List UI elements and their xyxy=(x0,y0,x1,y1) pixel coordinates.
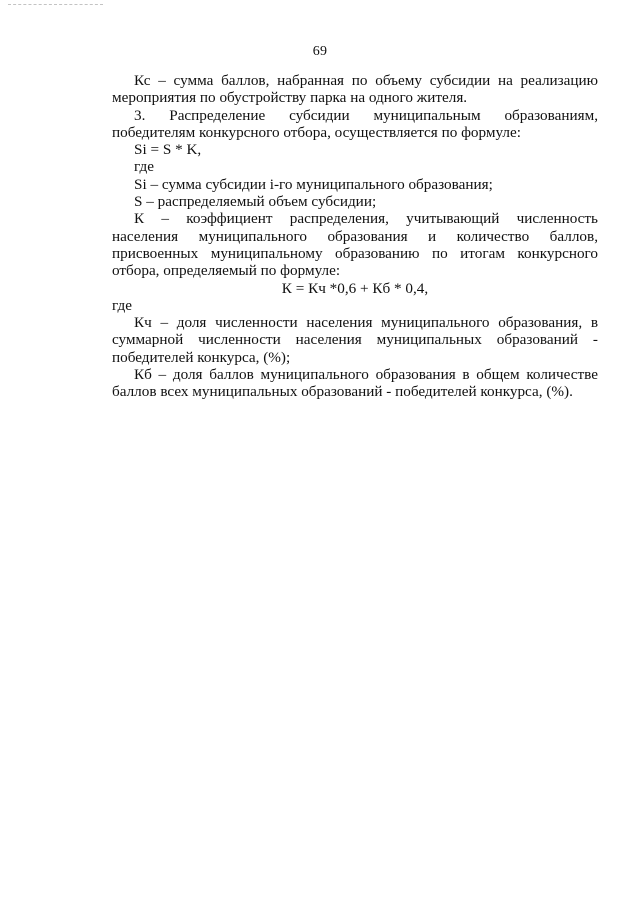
where-label: где xyxy=(134,158,154,176)
paragraph-distribution-rule: 3. Распределение субсидии муниципальным образованиям, победителям конкурсного отбора, осуществляется по формуле: xyxy=(112,106,598,141)
document-body xyxy=(112,72,598,401)
scan-artifact xyxy=(8,4,103,7)
paragraph-si-definition: Si – сумма субсидии i-го муниципального образования; xyxy=(134,175,493,193)
formula-k: К = Кч *0,6 + Кб * 0,4, xyxy=(281,279,429,297)
paragraph-kch-definition: Кч – доля численности населения муниципального образования, в суммарной численности населения муниципальных образований - победителей конкурса, (%); xyxy=(112,314,598,366)
paragraph-k-definition: К – коэффициент распределения, учитывающий численность населения муниципального образования и количество баллов, присвоенных муниципальному образованию по итогам конкурсного отбора, определяемый по формуле: xyxy=(112,210,598,280)
paragraph-kb-definition: Кб – доля баллов муниципального образования в общем количестве баллов всех муниципальных образований - победителей конкурса, (%). xyxy=(112,366,598,401)
paragraph-kc-definition: Кс – сумма баллов, набранная по объему субсидии на реализацию мероприятия по обустройству парка на одного жителя. xyxy=(112,72,598,107)
where-label-2: где xyxy=(112,296,132,314)
paragraph-s-definition: S – распределяемый объем субсидии; xyxy=(134,193,377,211)
formula-si: Si = S * K, xyxy=(134,141,202,159)
page-number: 69 xyxy=(312,44,328,59)
